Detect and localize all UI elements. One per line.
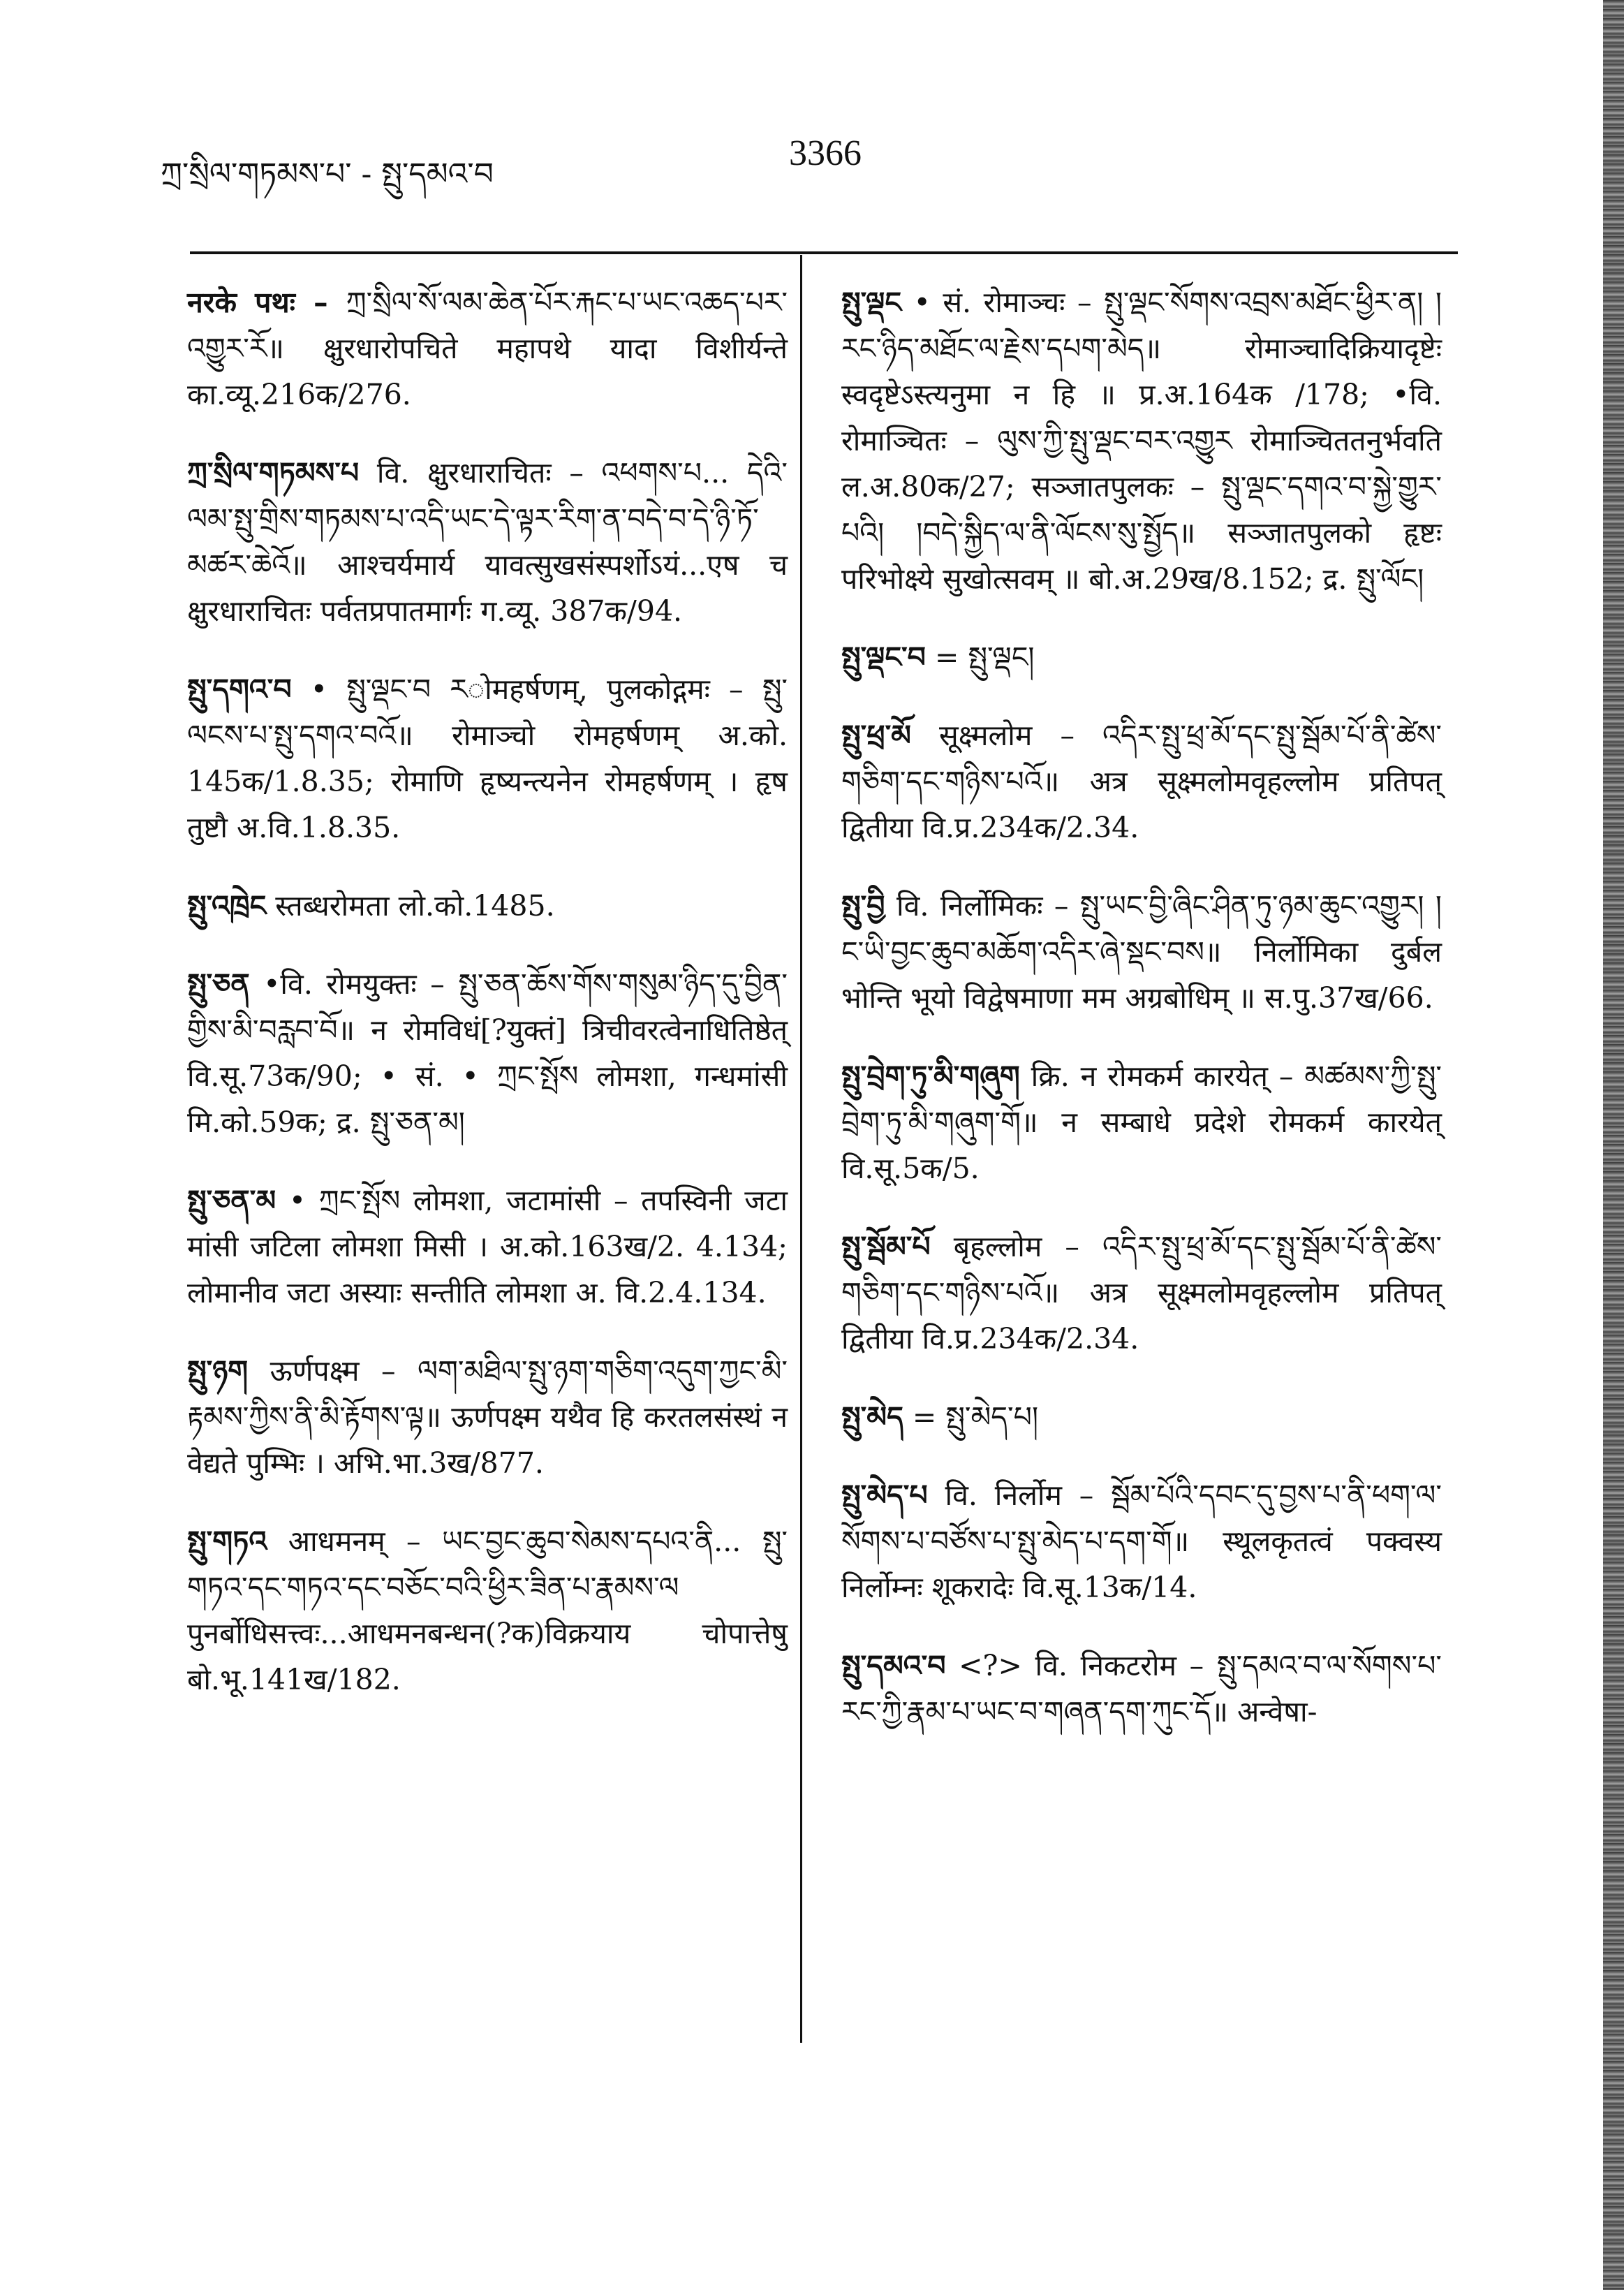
entry-body: ཀྲ་སྲིལ་སོ་ལམ་ཆེན་པོར་རྐང་པ་ཡང་འཆད་པར་འགྱུར་རོ॥ क्षुरधारोपचिते महापथे यादा विशीर्यन्ते का.व्यू.216क/276. (187, 286, 788, 411)
entry-body: •वि. रोमयुक्तः – སྤུ་ཅན་ཆོས་གོས་གསུམ་ཉིད་དུ་བྱིན་གྱིས་མི་བརླབ་བོ॥ न रोमविधं[?युक्तं] त्रिचीवरत्वेनाधितिष्ठेत् वि.सू.73क/90; • सं. • ཀྲང་སྤོས लोमशा, गन्धमांसी मि.को.59क; द्र. སྤུ་ཅན་མ། (187, 967, 788, 1139)
entry-headword: སྤུ་བྱི (841, 889, 885, 923)
dictionary-entry (187, 1518, 788, 1703)
entry-headword: སྤུ་མེད (841, 1400, 903, 1434)
dictionary-entry (841, 279, 1442, 602)
entry-body: वि. निर्लोमिकः – སྤུ་ཡང་བྱི་ཞིང་ཤིན་ཏུ་ཉམ་ཆུང་འགྱུར། །ང་ཡི་བྱང་ཆུབ་མཆོག་འདིར་ཞེ་སྡང་བས॥ निर्लोमिका दुर्बल भोन्ति भूयो विद्वेषमाणा मम अग्रबोधिम् ॥ स.पु.37ख/66. (841, 889, 1442, 1015)
dictionary-entry (841, 1472, 1442, 1610)
dictionary-entry (841, 1394, 1442, 1440)
entry-body: ऊर्णपक्ष्म – ལག་མཐིལ་སྤུ་ཉག་གཅིག་འདུག་ཀྱང་མི་རྟམས་ཀྱིས་ནི་མི་རྟོགས་ལྟ॥ ऊर्णपक्ष्म यथैव हि करतलसंस्थं न वेद्यते पुम्भिः । अभि.भा.3ख/877. (187, 1354, 788, 1480)
scan-edge-artifact (1603, 0, 1624, 2290)
entry-body: = སྤུ་ལྡང། (934, 640, 1035, 674)
entry-body: आधमनम् – ཡང་བྱང་ཆུབ་སེམས་དཔའ་ནི... སྤུ་གཏའ་དང་གཏའ་དང་བཅོང་བའི་ཕྱིར་ཟིན་པ་རྣམས་ལ पुनर्बोधिसत्त्वः...आधमनबन्धन(?क)विक्रयाय चोपात्तेषु बो.भू.141ख/182. (187, 1525, 788, 1696)
entry-headword: སྤུ་མེད་པ (841, 1478, 928, 1512)
entry-headword: སྤུ་དམའ་བ (841, 1649, 946, 1682)
entry-body: क्रि. न रोमकर्म कारयेत् – མཚམས་ཀྱི་སྤུ་བྲེག་ཏུ་མི་གཞུག་གོ॥ न सम्बाधे प्रदेशे रोमकर्म कारयेत् वि.सू.5क/5. (841, 1059, 1442, 1185)
dictionary-entry (841, 1224, 1442, 1362)
column-divider (800, 255, 802, 2043)
entry-headword: སྤུ་བྲེག་ཏུ་མི་གཞུག (841, 1059, 1020, 1093)
entry-headword: སྤུ་ལྡང་བ (841, 640, 926, 674)
entry-headword: སྤུ་ཉག (187, 1354, 249, 1388)
entry-headword: སྤུ་དགའ་བ (187, 673, 292, 706)
entry-body: सूक्ष्मलोम – འདིར་སྤུ་ཕྲ་མོ་དང་སྤུ་སྦོམ་པོ་ནི་ཚེས་གཅིག་དང་གཉིས་པའོ॥ अत्र सूक्ष्मलोमवृहल्लोम प्रतिपत् द्वितीया वि.प्र.234क/2.34. (841, 719, 1442, 844)
entry-body: वि. क्षुरधाराचितः – འཕགས་པ... དེའི་ལམ་སྤུ་གྲིས་གཏམས་པ་འདི་ཡང་དེ་ལྟར་རིག་ན་བདེ་བ་དེ་ཉི་ཏོ་མཚར་ཆེའོ॥ आश्चर्यमार्य यावत्सुखसंस्पर्शोऽयं...एष च क्षुरधाराचितः पर्वतप्रपातमार्गः ग.व्यू. 387क/94. (187, 456, 788, 628)
entry-body: वि. निर्लोम – སྦོམ་པོའི་དབང་དུ་བྱས་པ་ནི་ཕག་ལ་སོགས་པ་བཙོས་པ་སྤུ་མེད་པ་དག་གོ॥ स्थूलकृतत्वं पक्वस्य निर्लोम्नः शूकरादेः वि.सू.13क/14. (841, 1478, 1442, 1604)
dictionary-entry (187, 961, 788, 1145)
entry-headword: སྤུ་ཅན (187, 967, 250, 1001)
dictionary-entry (187, 883, 788, 929)
dictionary-entry (841, 883, 1442, 1021)
entry-body: • ཀྲང་སྤོས लोमशा, जटामांसी – तपस्विनी जटा मांसी जटिला लोमशा मिसी । अ.को.163ख/2. 4.134; लोमानीव जटा अस्याः सन्तीति लोमशा अ. वि.2.4.134. (187, 1184, 788, 1309)
entry-headword: སྤུ་ལྡང (841, 286, 902, 319)
entry-headword: སྤུ་ཕྲ་མོ (841, 719, 911, 752)
left-column (187, 279, 788, 1735)
dictionary-entry (841, 712, 1442, 851)
entry-body: • སྤུ་ལྡང་བ རोमहर्षणम्, पुलकोद्गमः – སྤུ་ལངས་པ་སྤུ་དགའ་བའོ॥ रोमाञ्चो रोमहर्षणम् अ.को. 145क/1.8.35; रोमाणि हृष्यन्त्यनेन रोमहर्षणम् । हृष तुष्टौ अ.वि.1.8.35. (187, 673, 788, 844)
dictionary-entry (187, 450, 788, 634)
entry-headword: ཀྲ་སྲིལ་གཏམས་པ (187, 456, 360, 490)
entry-body: <?> वि. निकटरोम – སྤུ་དམའ་བ་ལ་སོགས་པ་རང་ཀྱི་རྣམ་པ་ཡང་བ་གཞན་དག་ཀུང་དོ॥ अन्वेषा- (841, 1649, 1442, 1728)
entry-body: स्तब्धरोमता लो.को.1485. (275, 889, 555, 923)
right-column (841, 279, 1442, 1767)
entry-body: बृहल्लोम – འདིར་སྤུ་ཕྲ་མོ་དང་སྤུ་སྦོམ་པོ་ནི་ཚེས་གཅིག་དང་གཉིས་པའོ॥ अत्र सूक्ष्मलोमवृहल्लोम प्रतिपत् द्वितीया वि.प्र.234क/2.34. (841, 1230, 1442, 1356)
dictionary-entry (187, 1177, 788, 1316)
header-rule (190, 251, 1458, 254)
dictionary-entry (841, 1053, 1442, 1191)
dictionary-entry (187, 1348, 788, 1486)
dictionary-entry (187, 666, 788, 851)
dictionary-entry (187, 279, 788, 418)
page-header (161, 133, 1487, 196)
page-number: 3366 (789, 133, 862, 173)
entry-headword: སྤུ་ཅན་མ (187, 1184, 276, 1217)
entry-headword: སྤུ་གཏའ (187, 1525, 267, 1558)
entry-body: • सं. रोमाञ्चः – སྤུ་ལྡང་སོགས་འབྲས་མཐོང་ཕྱིར་ན། །རང་ཉིད་མཐོང་ལ་རྗེས་དཔག་མེད॥ रोमाञ्चादिक्रियादृष्टेः स्वदृष्टेऽस्त्यनुमा न हि ॥ प्र.अ.164क /178; •वि. रोमाञ्चितः – ལུས་ཀྱི་སྤུ་ལྡང་བར་འགྱུར रोमाञ्चिततनुर्भवति ल.अ.80क/27; सञ्जातपुलकः – སྤུ་ལྡང་དགའ་བ་སྐྱེ་གྱུར་པའི། །བདེ་སྐྱིད་ལ་ནི་ལོངས་སུ་སྤྱོད॥ सञ्जातपुलको हृष्टः परिभोक्ष्ये सुखोत्सवम् ॥ बो.अ.29ख/8.152; द्र. སྤུ་ལོང། (841, 286, 1442, 596)
dictionary-entry (841, 634, 1442, 680)
running-title: ཀྲ་སྲིལ་གཏམས་པ་ - སྤུ་དམའ་བ (161, 156, 494, 192)
entry-headword: नरके पथः – (187, 286, 346, 319)
entry-body: = སྤུ་མེད་པ། (912, 1400, 1039, 1434)
entry-headword: སྤུ་སྦོམ་པོ (841, 1230, 931, 1263)
dictionary-entry (841, 1643, 1442, 1735)
entry-headword: སྤུ་འཁྲེང (187, 889, 267, 923)
